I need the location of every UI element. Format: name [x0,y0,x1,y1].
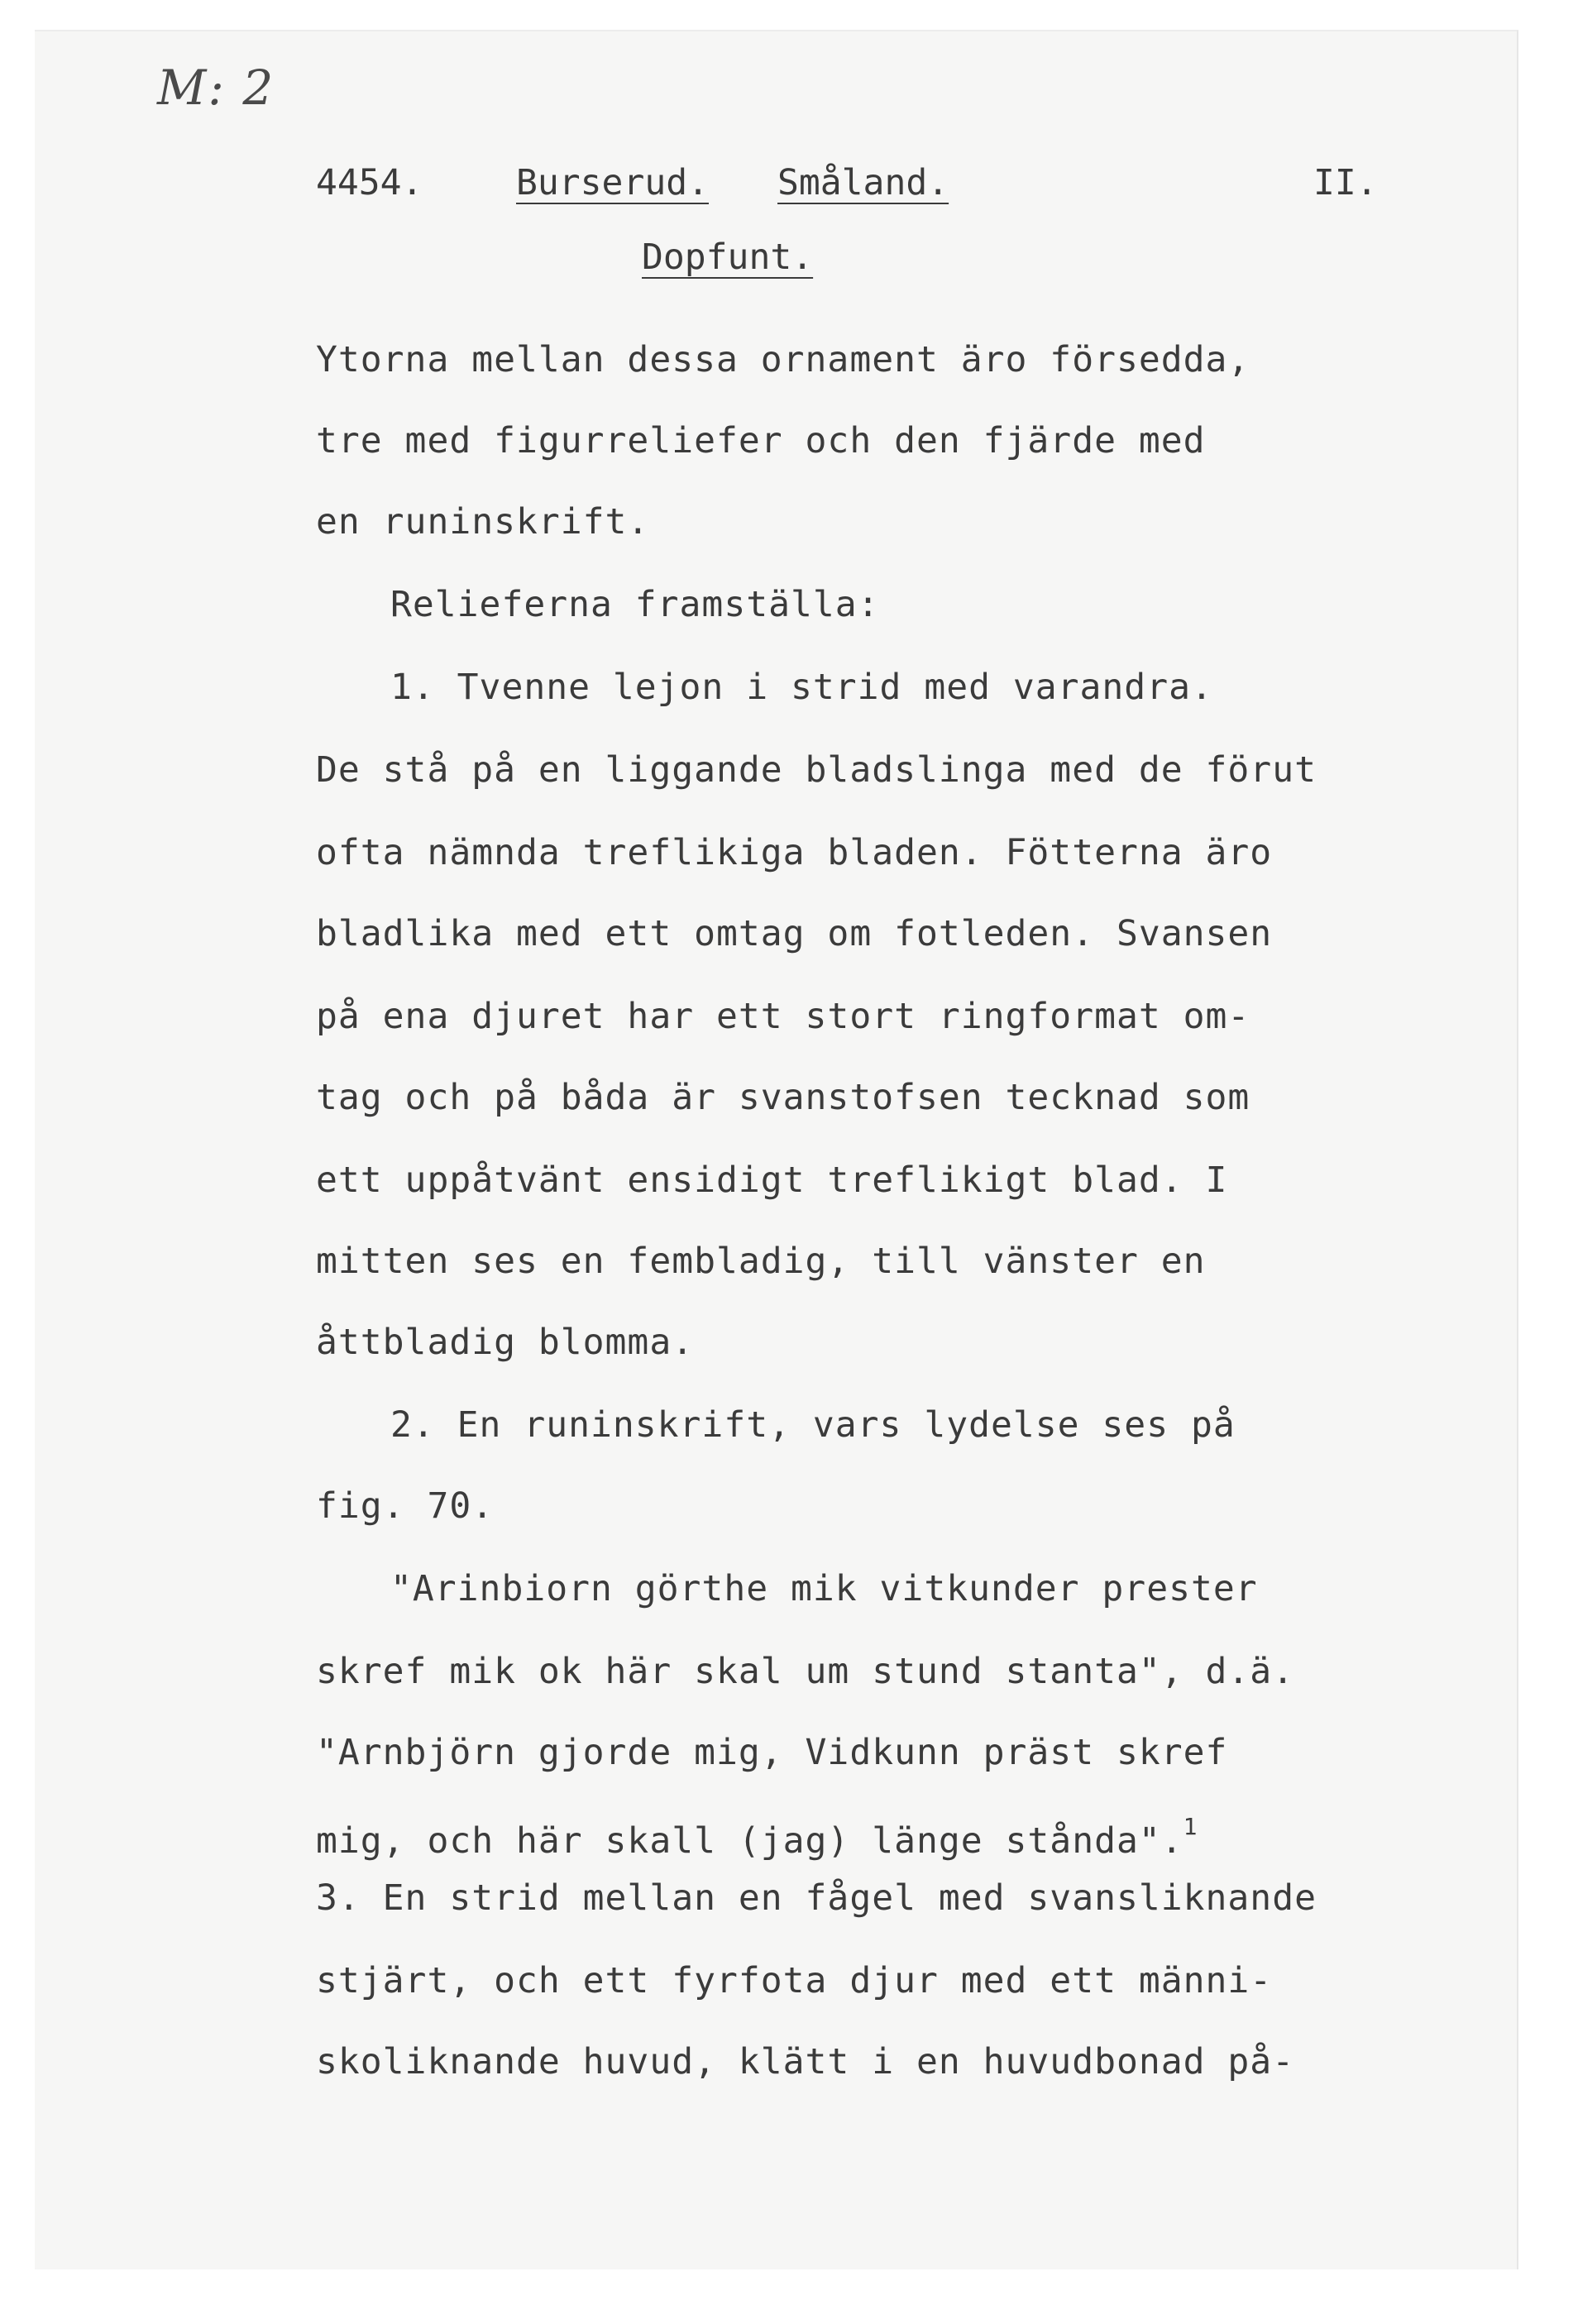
text-line: skoliknande huvud, klätt i en huvudbonad på- [316,2041,1295,2083]
place-name: Burserud. [516,162,709,203]
text-line: bladlika med ett omtag om fotleden. Svansen [316,913,1273,954]
text-line: en runinskrift. [316,501,650,543]
text-line: tag och på båda är svanstofsen tecknad som [316,1077,1250,1118]
text-line: fig. 70. [316,1485,495,1527]
footnote-marker: 1 [1183,1813,1198,1840]
text-line: ett uppåtvänt ensidigt treflikigt blad. I [316,1160,1228,1201]
text-line: mitten ses en fembladig, till vänster en [316,1241,1206,1282]
text-line: på ena djuret har ett stort ringformat om- [316,996,1250,1037]
text-line: ofta nämnda treflikiga bladen. Fötterna äro [316,832,1273,873]
text-line: Ytorna mellan dessa ornament äro försedda, [316,339,1250,380]
text-line-content: mig, och här skall (jag) länge stånda". [316,1820,1184,1862]
document-subtitle: Dopfunt. [642,237,814,278]
catalog-number: 4454. [316,162,423,203]
text-line: tre med figurreliefer och den fjärde med [316,420,1206,461]
text-line: "Arnbjörn gjorde mig, Vidkunn präst skref [316,1732,1228,1773]
text-line: åttbladig blomma. [316,1322,695,1363]
region-name: Småland. [777,162,949,203]
text-line: "Arinbiorn görthe mik vitkunder prester [390,1568,1258,1609]
text-line: De stå på en liggande bladslinga med de förut [316,749,1317,791]
text-line: skref mik ok här skal um stund stanta", d.ä. [316,1651,1295,1692]
margin-note: M: 2 [157,60,275,116]
text-line: stjärt, och ett fyrfota djur med ett männi- [316,1960,1273,2001]
text-line: 2. En runinskrift, vars lydelse ses på [390,1404,1236,1446]
text-line: 1. Tvenne lejon i strid med varandra. [390,667,1213,708]
volume-number: II. [1313,162,1378,203]
text-line: Reliefernа framställa: [390,584,880,625]
text-line: 3. En strid mellan en fågel med svansliknande [316,1877,1317,1919]
text-line [316,1813,1198,1862]
